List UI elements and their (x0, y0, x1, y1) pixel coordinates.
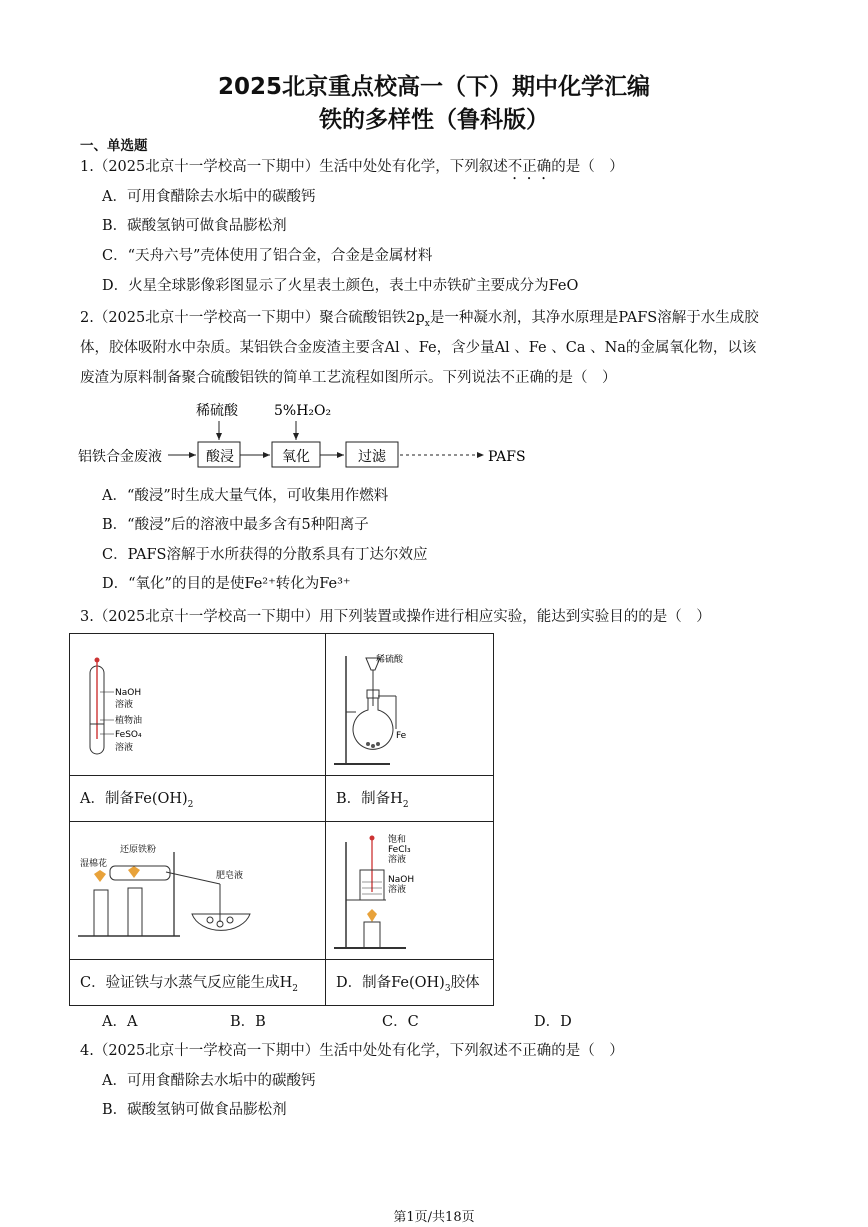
flow-end: PAFS (488, 449, 526, 465)
q1-option-d: D．火星全球影像彩图显示了火星表土颜色，表土中赤铁矿主要成分为FeO (102, 278, 579, 294)
option-c-caption: C．验证铁与水蒸气反应能生成$H_2$ (70, 960, 326, 1006)
q3-answer-a: A．A (102, 1014, 138, 1030)
q2-option-b: B．“酸浸”后的溶液中最多含有5种阳离子 (102, 517, 369, 533)
svg-text:溶液: 溶液 (388, 855, 407, 865)
q3-stem: 3.（2025北京十一学校高一下期中）用下列装置或操作进行相应实验，能达到实验目的的是（ ） (80, 609, 711, 625)
option-b-caption: B．制备$H_2$ (326, 776, 494, 822)
figure-b-cell (326, 634, 494, 776)
page-title: 2025北京重点校高一（下）期中化学汇编 (217, 74, 650, 100)
q4-stem: 4.（2025北京十一学校高一下期中）生活中处处有化学，下列叙述不正确的是（ ） (80, 1043, 624, 1059)
svg-text:植物油: 植物油 (115, 716, 143, 726)
flow-start: 铝铁合金废液 (78, 449, 162, 465)
svg-text:饱和: 饱和 (388, 835, 407, 845)
q2-stem-line3: 废渣为原料制备聚合硫酸铝铁的简单工艺流程如图所示。下列说法不正确的是（ ） (80, 370, 617, 386)
formula-2p: $2p_x$ (406, 310, 430, 329)
figure-a-cell (70, 634, 326, 776)
flow-step-acid: 酸浸 (206, 449, 234, 465)
q3-answer-d: D．D (534, 1014, 572, 1030)
figure-d-cell (326, 822, 494, 960)
steam-iron-figure (70, 822, 326, 960)
flow-step-oxidize: 氧化 (282, 449, 310, 465)
svg-text:溶液: 溶液 (115, 700, 134, 710)
colloid-figure (326, 822, 494, 960)
q1-option-c: C．“天舟六号”壳体使用了铝合金，合金是金属材料 (102, 248, 433, 264)
q3-answer-b: B．B (230, 1014, 266, 1030)
process-flow-diagram (78, 395, 558, 475)
svg-text:溶液: 溶液 (115, 743, 134, 753)
svg-text:Fe: Fe (396, 731, 407, 741)
section-heading: 一、单选题 (80, 138, 148, 154)
figure-c-cell (70, 822, 326, 960)
q1-option-b: B．碳酸氢钠可做食品膨松剂 (102, 218, 287, 234)
svg-text:稀硫酸: 稀硫酸 (376, 655, 404, 665)
svg-text:NaOH: NaOH (388, 875, 415, 885)
svg-text:FeSO₄: FeSO₄ (115, 730, 142, 740)
flow-step-filter: 过滤 (358, 449, 386, 465)
q3-options-table (69, 633, 494, 1006)
q3-answer-c: C．C (382, 1014, 419, 1030)
svg-text:NaOH: NaOH (115, 688, 142, 698)
q2-option-c: C．PAFS溶解于水所获得的分散系具有丁达尔效应 (102, 547, 428, 563)
flask-figure (326, 634, 494, 776)
q4-option-b: B．碳酸氢钠可做食品膨松剂 (102, 1102, 287, 1118)
flow-reagent-h2o2: 5%H₂O₂ (274, 403, 332, 419)
option-d-caption: D．制备$Fe(OH)_3$胶体 (326, 960, 494, 1006)
q1-option-a: A．可用食醋除去水垢中的碳酸钙 (102, 189, 316, 205)
test-tube-figure (70, 634, 326, 776)
q1-stem: 1.（2025北京十一学校高一下期中）生活中处处有化学，下列叙述不正确的是（ ） (80, 159, 624, 175)
page-subtitle: 铁的多样性（鲁科版） (319, 107, 549, 133)
svg-text:溶液: 溶液 (388, 885, 407, 895)
q2-stem-line2: 体，胶体吸附水中杂质。某铝铁合金废渣主要含Al 、Fe，含少量Al 、Fe 、Ca 、Na的金属氧化物，以该 (80, 340, 757, 356)
page-number: 第1页/共18页 (393, 1210, 475, 1225)
svg-text:还原铁粉: 还原铁粉 (120, 845, 157, 855)
flow-reagent-acid: 稀硫酸 (196, 403, 238, 419)
svg-text:FeCl₃: FeCl₃ (388, 845, 411, 855)
svg-text:肥皂液: 肥皂液 (216, 871, 244, 881)
svg-text:湿棉花: 湿棉花 (80, 859, 108, 869)
q4-option-a: A．可用食醋除去水垢中的碳酸钙 (102, 1073, 316, 1089)
q2-option-a: A．“酸浸”时生成大量气体，可收集用作燃料 (102, 488, 389, 504)
option-a-caption: A．制备$Fe(OH)_2$ (70, 776, 326, 822)
q2-option-d: D．“氧化”的目的是使Fe²⁺转化为Fe³⁺ (102, 576, 351, 592)
q2-stem-line1: 2.（2025北京十一学校高一下期中）聚合硫酸铝铁$2p_x$是一种凝水剂，其净水原理是PAFS溶解于水生成胶 (80, 310, 759, 329)
